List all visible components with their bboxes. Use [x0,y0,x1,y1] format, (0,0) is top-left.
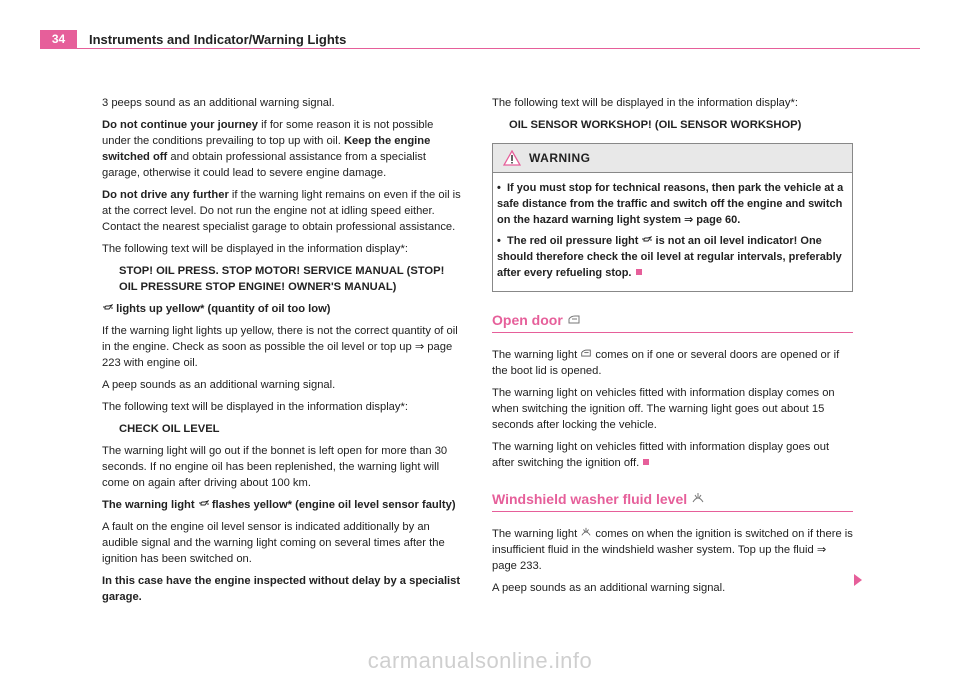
washer-fluid-icon [691,492,705,504]
page-header [40,30,920,49]
next-page-arrow-icon[interactable] [854,574,862,586]
section-end-mark [636,269,642,275]
paragraph: The following text will be displayed in the information display*: [492,97,798,109]
warning-label: WARNING [529,151,591,165]
paragraph: Do not drive any further if the warning light remains on even if the oil is at the correct level. Do not run the engine not at idling speed either. Contact the nearest specialist garage to obtain professional assistance. [102,189,461,233]
paragraph: The warning light will go out if the bonnet is left open for more than 30 seconds. If no engine oil has been replenished, the warning light will come on again after driving about 100 km. [102,445,448,489]
display-text: CHECK OIL LEVEL [119,423,220,435]
paragraph: The following text will be displayed in the information display*: [102,243,408,255]
header-title: Instruments and Indicator/Warning Lights [89,32,347,47]
subheading: lights up yellow* (quantity of oil too low) [102,301,464,317]
warning-bullet: • If you must stop for technical reasons, then park the vehicle at a safe distance from the traffic and switch off the engine and switch on the hazard warning light system ⇒ page 60. [497,182,844,226]
paragraph: A fault on the engine oil level sensor is indicated additionally by an audible signal and the warning light coming on several times after the ignition has been switched on. [102,521,445,565]
door-open-icon [580,349,592,358]
washer-fluid-icon [580,527,592,537]
paragraph: The following text will be displayed in the information display*: [102,401,408,413]
header-rule [77,48,920,49]
door-open-icon [567,315,581,325]
section-title-open-door: Open door [492,310,853,333]
warning-body [493,173,852,291]
section-title-washer-fluid: Windshield washer fluid level [492,489,853,512]
subheading: The warning light flashes yellow* (engine oil level sensor faulty) [102,499,456,511]
paragraph: A peep sounds as an additional warning signal. [102,379,336,391]
warning-box [492,143,853,292]
paragraph: The warning light comes on when the ignition is switched on if there is insufficient fluid in the windshield washer system. Top up the fluid ⇒ page 233. [492,528,853,572]
warning-header [493,144,852,173]
left-column [102,95,464,611]
paragraph: A peep sounds as an additional warning signal. [492,582,726,594]
display-text: STOP! OIL PRESS. STOP MOTOR! SERVICE MANUAL (STOP! OIL PRESSURE STOP ENGINE! OWNER'S MANUAL) [119,265,445,293]
paragraph: If the warning light lights up yellow, there is not the correct quantity of oil in the engine. Check as soon as possible the oil level or top up ⇒ page 223 with engine oil. [102,325,458,369]
right-column [492,95,853,602]
page-number: 34 [40,30,77,49]
warning-bullet: • The red oil pressure light is not an oil level indicator! One should therefore check the oil level at regular intervals, preferably after every refueling stop. [497,235,842,279]
paragraph: The warning light on vehicles fitted with information display goes out after switching the ignition off. [492,441,830,469]
display-text: OIL SENSOR WORKSHOP! (OIL SENSOR WORKSHOP) [509,119,802,131]
oil-can-icon [102,304,113,312]
paragraph: The warning light on vehicles fitted with information display comes on when switching the ignition off. The warning light goes out about 15 seconds after locking the vehicle. [492,387,835,431]
paragraph: 3 peeps sound as an additional warning signal. [102,97,335,109]
warning-triangle-icon [503,150,521,166]
oil-can-icon [198,500,209,508]
paragraph: In this case have the engine inspected without delay by a specialist garage. [102,575,461,603]
paragraph: The warning light comes on if one or several doors are opened or if the boot lid is opened. [492,349,840,377]
paragraph: Do not continue your journey if for some reason it is not possible under the conditions prevailing to top up with oil. Keep the engine switched off and obtain professional assistance from a specialist garage, otherwise it could lead to severe engine damage. [102,119,434,179]
section-end-mark [643,459,649,465]
watermark: carmanualsonline.info [367,648,593,673]
oil-can-icon [641,236,652,244]
